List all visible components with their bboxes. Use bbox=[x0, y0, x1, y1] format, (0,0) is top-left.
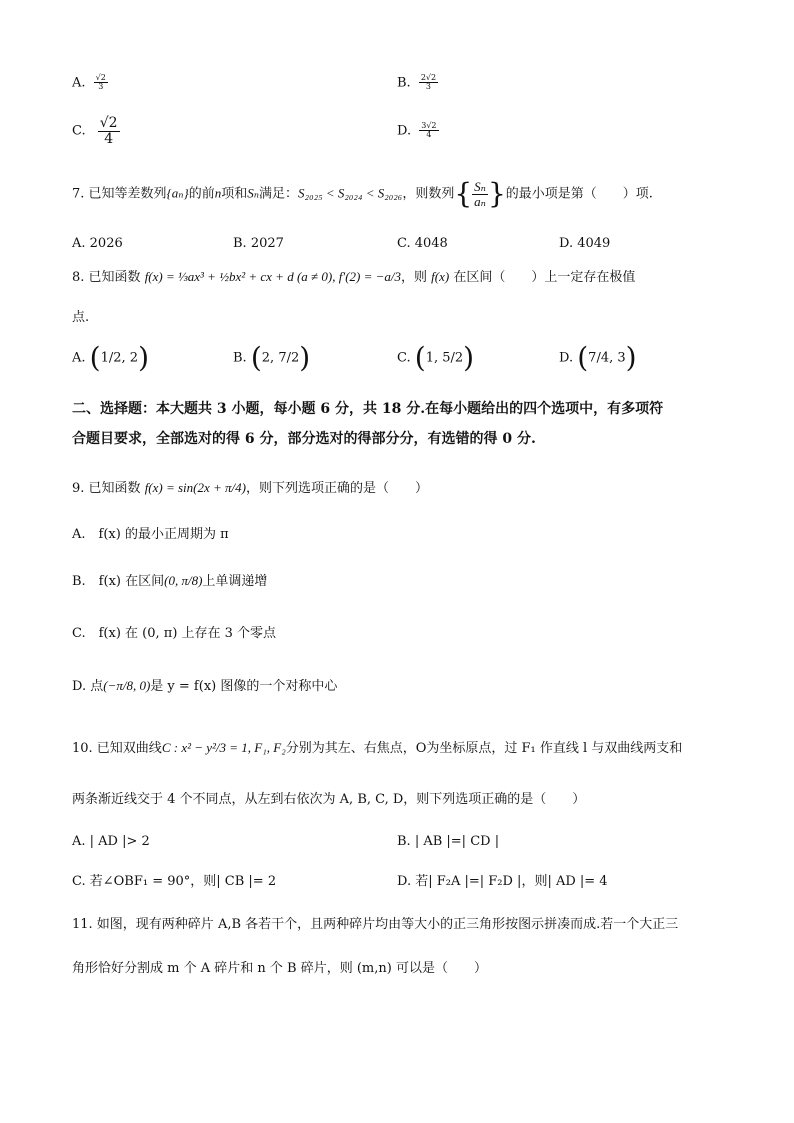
q6-option-c bbox=[72, 116, 120, 146]
q9-d-suf: 是 y = f(x) 图像的一个对称中心 bbox=[150, 679, 338, 694]
q6-option-a bbox=[72, 74, 108, 92]
q6-b-den: 3 bbox=[425, 82, 432, 92]
q7-brace-right: } bbox=[487, 177, 506, 211]
q7-option-b: B. 2027 bbox=[233, 236, 284, 251]
q7-n: n bbox=[214, 185, 222, 201]
q7-seq: {aₙ} bbox=[166, 185, 189, 201]
q8-suffix2: 在区间（ ）上一定存在极值 bbox=[453, 270, 636, 285]
q8-option-b: B. (2, 7/2) bbox=[233, 341, 311, 374]
q8-option-c: C. (1, 5/2) bbox=[397, 341, 475, 374]
q9-b-pre: B. f(x) 在区间 bbox=[72, 574, 165, 589]
q8-func: f(x) = ⅓ax³ + ½bx² + cx + d (a ≠ 0), f′(2) = −a/3 bbox=[144, 269, 402, 284]
q8-fx: f(x) bbox=[431, 269, 450, 284]
q6-option-d bbox=[397, 122, 439, 140]
q10-curve: C : x² − y²/3 = 1, F₁, F₂ bbox=[161, 740, 286, 755]
q8-suffix: ，则 bbox=[401, 270, 428, 285]
q8-b-left: 2 bbox=[261, 350, 271, 366]
q9-prefix: 9. 已知函数 bbox=[72, 481, 141, 496]
q8-c-paren-l: ( bbox=[414, 341, 426, 374]
q6-d-frac bbox=[419, 122, 438, 140]
q8-c-left: 1 bbox=[425, 350, 434, 366]
q7-sn: Sₙ bbox=[247, 185, 260, 201]
q9-b-interval: (0, π/8) bbox=[164, 573, 203, 588]
q10-option-a: A. | AD |> 2 bbox=[72, 834, 150, 849]
q8-prefix: 8. 已知函数 bbox=[72, 270, 141, 285]
q6-c-label: C. bbox=[72, 123, 86, 139]
q11-stem-line1: 11. 如图，现有两种碎片 A,B 各若干个，且两种碎片均由等大小的正三角形按图示拼凑而成.若一个大正三 bbox=[72, 917, 679, 932]
q7-stem bbox=[72, 177, 653, 211]
q9-option-c: C. f(x) 在 (0, π) 上存在 3 个零点 bbox=[72, 626, 277, 641]
section2-line2: 合题目要求，全部选对的得 6 分，部分选对的得部分分，有选错的得 0 分. bbox=[72, 431, 536, 447]
q9-stem bbox=[72, 481, 428, 495]
q8-a-label: A. bbox=[72, 350, 86, 366]
q8-stem-line2: 点. bbox=[72, 310, 90, 325]
q8-d-label: D. bbox=[559, 350, 574, 366]
q6-a-label: A. bbox=[72, 75, 86, 91]
q7-brace-left: { bbox=[454, 177, 473, 211]
q6-a-num: √2 bbox=[95, 73, 106, 82]
q8-c-paren-r: ) bbox=[463, 341, 475, 374]
section2-line1: 二、选择题：本大题共 3 小题，每小题 6 分，共 18 分.在每小题给出的四个选项中，有多项符 bbox=[72, 401, 664, 417]
q7-mid1: 的前 bbox=[188, 186, 215, 202]
q10-option-c: C. 若∠OBF₁ = 90°，则| CB |= 2 bbox=[72, 874, 277, 889]
q9-d-pre: D. 点 bbox=[72, 679, 104, 694]
q8-d-paren-l: ( bbox=[577, 341, 589, 374]
q7-frac bbox=[472, 180, 488, 208]
q6-a-frac bbox=[94, 74, 108, 92]
q8-b-paren-l: ( bbox=[250, 341, 262, 374]
q7-option-d: D. 4049 bbox=[559, 236, 611, 251]
q10-option-d: D. 若| F₂A |=| F₂D |，则| AD |= 4 bbox=[397, 874, 608, 889]
q8-c-right: 5/2 bbox=[442, 350, 464, 366]
q9-option-a: A. f(x) 的最小正周期为 π bbox=[72, 527, 229, 542]
q9-option-d bbox=[72, 679, 337, 693]
q6-d-den: 4 bbox=[426, 130, 432, 140]
q9-d-point: (−π/8, 0) bbox=[103, 678, 151, 693]
q6-d-num: 3√2 bbox=[421, 121, 437, 130]
q8-b-right: 7/2 bbox=[278, 350, 300, 366]
q8-d-paren-r: ) bbox=[625, 341, 637, 374]
q6-c-den: 4 bbox=[104, 130, 114, 147]
q8-b-label: B. bbox=[233, 350, 247, 366]
q7-cond: S₂₀₂₅ < S₂₀₂₄ < S₂₀₂₆ bbox=[298, 185, 403, 201]
q10-mid: 分别为其左、右焦点，O为坐标原点，过 F₁ 作直线 l 与双曲线两支和 bbox=[285, 741, 683, 756]
q6-b-frac bbox=[419, 74, 438, 92]
q8-a-right: 2 bbox=[129, 350, 139, 366]
q9-b-suf: 上单调递增 bbox=[202, 574, 268, 589]
q7-frac-den: aₙ bbox=[474, 193, 486, 209]
q8-d-right: 3 bbox=[617, 350, 626, 366]
q8-a-paren-r: ) bbox=[138, 341, 150, 374]
q10-option-b: B. | AB |=| CD | bbox=[397, 834, 500, 849]
q6-a-den: 3 bbox=[98, 82, 104, 92]
q7-suffix: 的最小项是第（ ）项. bbox=[505, 186, 653, 202]
q8-b-paren-r: ) bbox=[299, 341, 311, 374]
q7-mid2: 项和 bbox=[221, 186, 248, 202]
q9-func: f(x) = sin(2x + π/4) bbox=[144, 480, 246, 495]
q7-mid3: 满足： bbox=[259, 186, 299, 202]
q7-mid4: ，则数列 bbox=[402, 186, 455, 202]
q6-b-label: B. bbox=[397, 75, 411, 91]
q8-option-a: A. (1/2, 2) bbox=[72, 341, 150, 374]
q7-frac-num: Sₙ bbox=[474, 179, 486, 194]
q6-b-num: 2√2 bbox=[420, 73, 437, 82]
q7-option-a: A. 2026 bbox=[72, 236, 123, 251]
q11-stem-line2: 角形恰好分割成 m 个 A 碎片和 n 个 B 碎片，则 (m,n) 可以是（ ） bbox=[72, 961, 487, 976]
q8-stem bbox=[72, 270, 635, 284]
q6-d-label: D. bbox=[397, 123, 412, 139]
q8-a-paren-l: ( bbox=[89, 341, 101, 374]
q6-c-num: √2 bbox=[99, 115, 118, 131]
q10-stem bbox=[72, 741, 682, 755]
q9-option-b bbox=[72, 574, 267, 588]
q10-prefix: 10. 已知双曲线 bbox=[72, 741, 162, 756]
q8-option-d: D. (7/4, 3) bbox=[559, 341, 637, 374]
q7-option-c: C. 4048 bbox=[397, 236, 448, 251]
q8-c-label: C. bbox=[397, 350, 411, 366]
q8-d-left: 7/4 bbox=[588, 350, 610, 366]
q10-stem-line2: 两条渐近线交于 4 个不同点，从左到右依次为 A, B, C, D，则下列选项正确的是（ ） bbox=[72, 792, 586, 807]
q6-c-frac bbox=[98, 116, 120, 146]
q6-option-b bbox=[397, 74, 438, 92]
q8-a-left: 1/2 bbox=[100, 350, 122, 366]
q9-suffix: ，则下列选项正确的是（ ） bbox=[246, 481, 429, 496]
q7-prefix: 7. 已知等差数列 bbox=[72, 186, 167, 202]
